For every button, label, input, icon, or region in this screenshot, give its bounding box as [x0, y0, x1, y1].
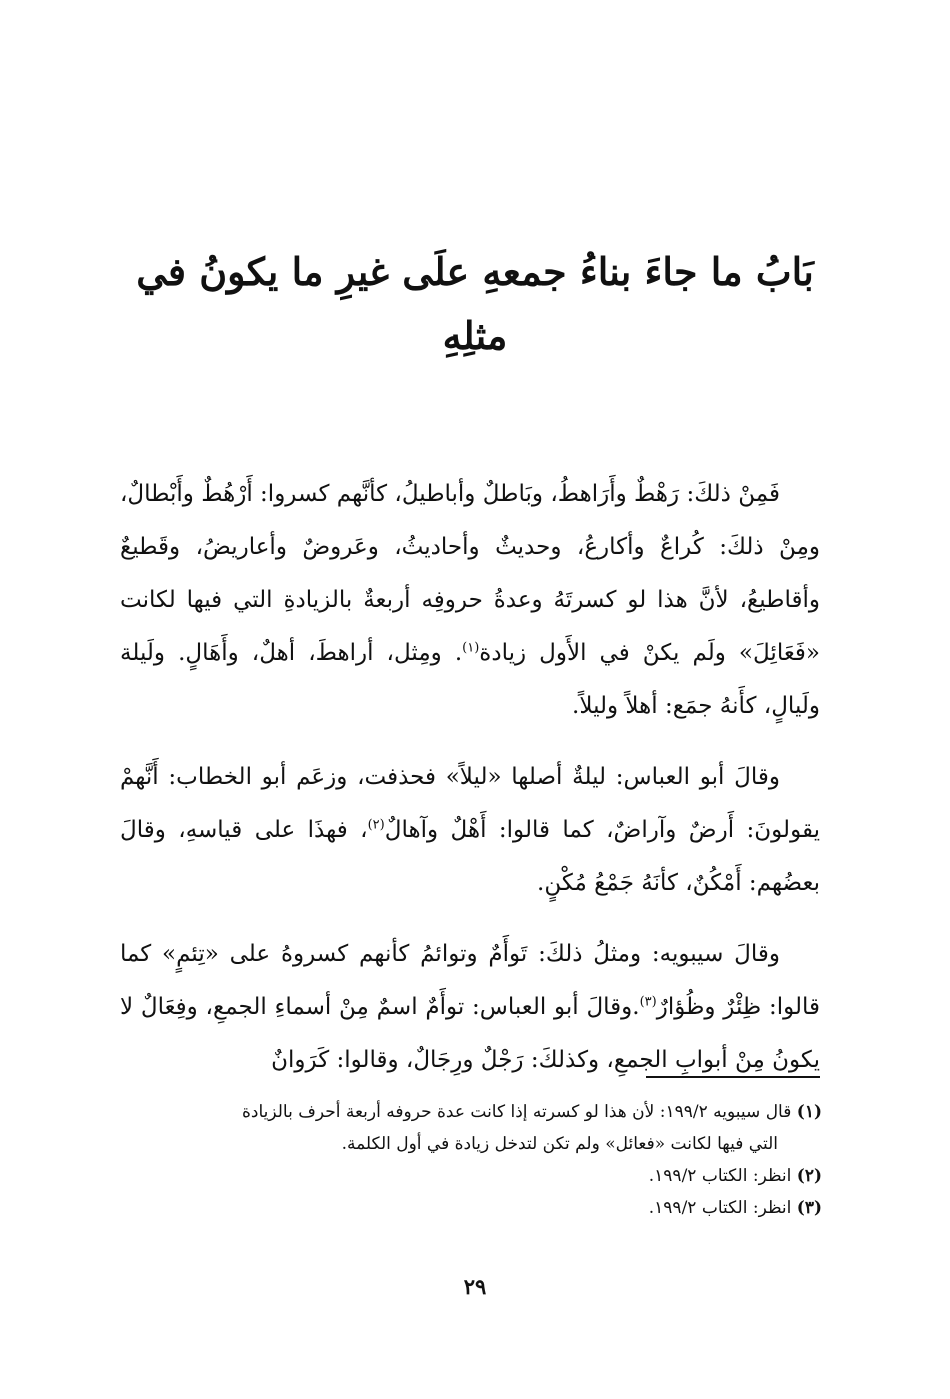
footnote-text: انظر: الكتاب ١٩٩/٢. [648, 1198, 792, 1218]
body-paragraph [120, 751, 820, 910]
paragraph-text: .وقالَ أبو العباس: توأَمٌ اسمٌ مِنْ أسماءِ الجمعِ، وفِعَالٌ لا يكونُ مِنْ أبوابِ الجمعِ، وكذلكَ: رَجْلٌ ورِجَالٌ، وقالوا: كَرَوانٌ [120, 994, 820, 1073]
paragraph-text: وقالَ أبو العباس: ليلةٌ أصلها «ليلاً» فحذفت، وزعَم أبو الخطاب: أَنَّهمْ يقولونَ: أَرضٌ وآراضٌ، كما قالوا: أَهْلٌ وآهالٌ [120, 764, 820, 843]
footnote-number: (١) [796, 1102, 822, 1122]
footnote-text: انظر: الكتاب ١٩٩/٢. [648, 1166, 792, 1186]
footnote-divider [646, 1076, 820, 1078]
body-paragraph [120, 928, 820, 1087]
chapter-title: بَابُ ما جاءَ بناءُ جمعهِ علَى غيرِ ما يكونُ في مثلِهِ [136, 249, 814, 358]
footnote [120, 1160, 822, 1192]
paragraph-text: وقالَ سيبويه: ومثلُ ذلكَ: تَوأَمٌ وتوائمُ كأنهم كسروهُ على «تِئمٍ» كما قالوا: ظِئْرٌ وظُؤارٌ [120, 941, 820, 1020]
footnote-text: قال سيبويه ١٩٩/٢: لأن هذا لو كسرته إذا كانت عدة حروفه أربعة أحرف بالزيادة [241, 1102, 792, 1122]
paragraph-text: . ومِثل، أراهطَ، أهلٌ، وأَهَالٍ. ولَيلة ولَيالٍ، كأَنهُ جمَع: أهلاً وليلاً. [120, 640, 820, 719]
paragraph-text: فَمِنْ ذلكَ: رَهْطٌ وأَرَاهطُ، وبَاطلٌ وأباطيلُ، كأنَّهم كسروا: أَرْهُطٌ وأَبْطالٌ، ومِنْ ذلكَ: كُراعٌ وأكارعُ، وحديثٌ وأحاديثُ، وعَروضٌ وأعاريضُ، وقَطيعٌ وأقاطيعُ، لأنَّ هذا لو كسرتَهُ وعدةُ حروفِه أربعةٌ بالزيادةِ التي فيها لكانت «فَعَائِلَ» ولَم يكنْ في الأَول زيادة [120, 481, 820, 666]
footnote-reference: (١) [462, 640, 480, 656]
footnote-continuation: التي فيها لكانت «فعائل» ولم تكن لتدخل زيادة في أول الكلمة. [341, 1134, 778, 1154]
body-text [120, 468, 820, 1105]
page-number: ٢٩ [463, 1274, 487, 1299]
footnotes [120, 1096, 822, 1224]
footnote-reference: (٣) [639, 994, 657, 1010]
paragraph-text: ، فهذَا على قياسهِ، وقالَ بعضُهم: أَمْكُنٌ، كأنَهُ جَمْعُ مُكْنٍ. [120, 817, 820, 896]
footnote-number: (٣) [796, 1198, 822, 1218]
footnote [120, 1192, 822, 1224]
footnote [120, 1096, 822, 1160]
footnote-number: (٢) [796, 1166, 822, 1186]
body-paragraph [120, 468, 820, 733]
footnote-reference: (٢) [367, 817, 385, 833]
